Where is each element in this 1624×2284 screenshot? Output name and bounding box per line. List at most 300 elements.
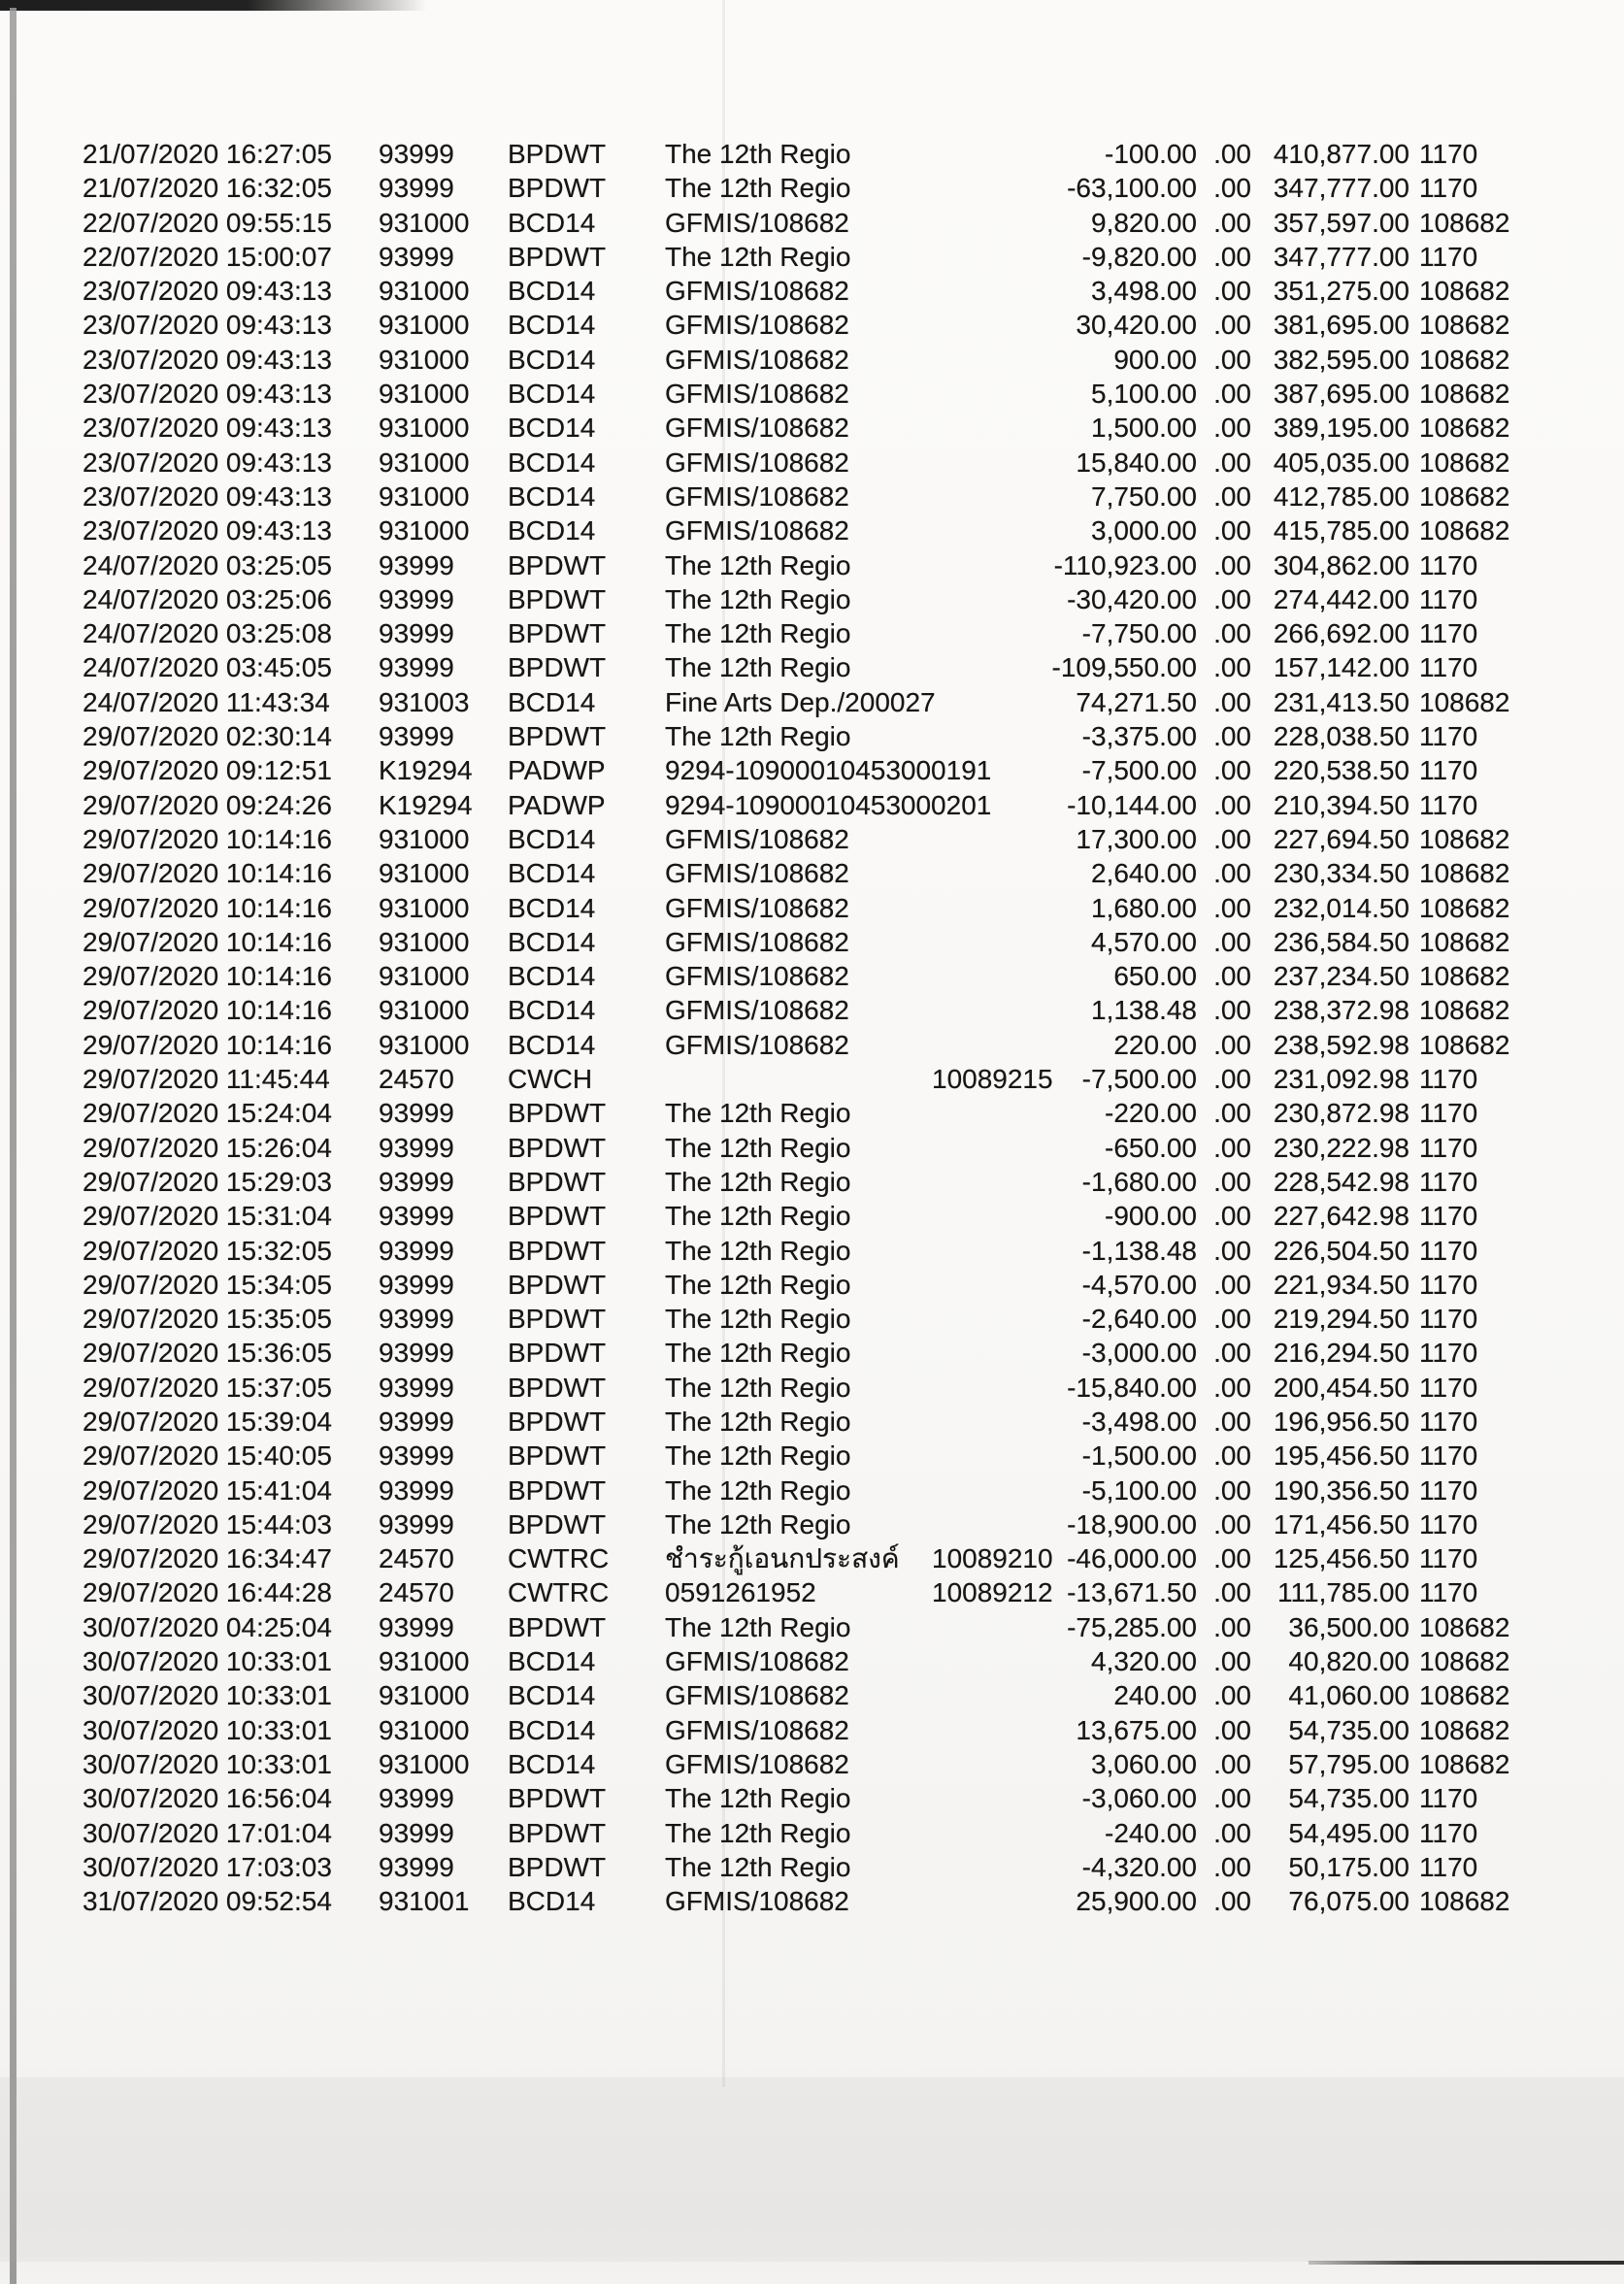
cell-channel-code: 1170 xyxy=(1419,1783,1478,1814)
cell-description: 9294-10900010453000191 xyxy=(665,755,992,786)
table-row xyxy=(0,240,1624,274)
cell-account-code: 931000 xyxy=(379,823,470,854)
cell-account-code: 931000 xyxy=(379,1748,470,1779)
cell-reference-number: 10089210 xyxy=(932,1543,1053,1574)
cell-description: The 12th Regio xyxy=(665,583,851,614)
cell-fee: .00 xyxy=(1213,1372,1251,1403)
cell-fee: .00 xyxy=(1213,789,1251,820)
cell-transaction-type: BCD14 xyxy=(508,344,596,375)
cell-fee: .00 xyxy=(1213,549,1251,580)
cell-amount: -7,750.00 xyxy=(1081,618,1197,649)
cell-channel-code: 1170 xyxy=(1419,139,1478,169)
cell-account-code: 93999 xyxy=(379,1440,454,1472)
cell-transaction-type: BCD14 xyxy=(508,823,596,854)
cell-datetime: 29/07/2020 15:34:05 xyxy=(83,1269,332,1300)
cell-transaction-type: CWCH xyxy=(508,1064,593,1095)
cell-transaction-type: BPDWT xyxy=(508,1851,607,1882)
cell-description: The 12th Regio xyxy=(665,173,851,204)
cell-description: The 12th Regio xyxy=(665,1338,851,1369)
cell-transaction-type: BCD14 xyxy=(508,1680,596,1711)
cell-datetime: 29/07/2020 15:26:04 xyxy=(83,1132,332,1163)
table-row xyxy=(0,1096,1624,1130)
table-row xyxy=(0,1371,1624,1405)
cell-amount: 17,300.00 xyxy=(1076,823,1197,854)
cell-balance: 304,862.00 xyxy=(1273,549,1409,580)
cell-balance: 230,222.98 xyxy=(1273,1132,1409,1163)
cell-datetime: 29/07/2020 15:32:05 xyxy=(83,1235,332,1266)
cell-channel-code: 1170 xyxy=(1419,1817,1478,1848)
cell-balance: 410,877.00 xyxy=(1273,139,1409,169)
cell-channel-code: 1170 xyxy=(1419,721,1478,752)
cell-amount: -7,500.00 xyxy=(1081,1064,1197,1095)
table-row xyxy=(0,616,1624,650)
cell-datetime: 30/07/2020 10:33:01 xyxy=(83,1646,332,1677)
cell-channel-code: 1170 xyxy=(1419,1201,1478,1232)
table-row xyxy=(0,1713,1624,1747)
cell-transaction-type: BCD14 xyxy=(508,995,596,1026)
cell-transaction-type: BCD14 xyxy=(508,379,596,410)
cell-amount: -220.00 xyxy=(1105,1098,1197,1129)
cell-account-code: 93999 xyxy=(379,652,454,683)
cell-description: The 12th Regio xyxy=(665,721,851,752)
transaction-table xyxy=(0,137,1624,1918)
cell-account-code: 93999 xyxy=(379,549,454,580)
cell-datetime: 23/07/2020 09:43:13 xyxy=(83,379,332,410)
cell-description: The 12th Regio xyxy=(665,241,851,272)
cell-channel-code: 108682 xyxy=(1419,1611,1510,1642)
cell-account-code: 931000 xyxy=(379,310,470,341)
cell-amount: 650.00 xyxy=(1113,961,1197,992)
cell-fee: .00 xyxy=(1213,413,1251,444)
cell-description: The 12th Regio xyxy=(665,1817,851,1848)
cell-datetime: 29/07/2020 15:36:05 xyxy=(83,1338,332,1369)
cell-channel-code: 1170 xyxy=(1419,1132,1478,1163)
cell-amount: -3,060.00 xyxy=(1081,1783,1197,1814)
cell-description: GFMIS/108682 xyxy=(665,1886,849,1917)
table-row xyxy=(0,753,1624,787)
cell-transaction-type: BCD14 xyxy=(508,1646,596,1677)
cell-datetime: 24/07/2020 03:25:06 xyxy=(83,583,332,614)
cell-datetime: 24/07/2020 03:25:08 xyxy=(83,618,332,649)
cell-transaction-type: BPDWT xyxy=(508,583,607,614)
cell-channel-code: 108682 xyxy=(1419,1748,1510,1779)
cell-account-code: 93999 xyxy=(379,173,454,204)
table-row xyxy=(0,548,1624,582)
cell-fee: .00 xyxy=(1213,1235,1251,1266)
table-row xyxy=(0,959,1624,993)
cell-amount: -9,820.00 xyxy=(1081,241,1197,272)
cell-transaction-type: BPDWT xyxy=(508,652,607,683)
cell-datetime: 22/07/2020 15:00:07 xyxy=(83,241,332,272)
cell-amount: -75,285.00 xyxy=(1067,1611,1197,1642)
cell-fee: .00 xyxy=(1213,276,1251,307)
cell-datetime: 24/07/2020 03:45:05 xyxy=(83,652,332,683)
table-row xyxy=(0,377,1624,411)
cell-balance: 274,442.00 xyxy=(1273,583,1409,614)
cell-description: 9294-10900010453000201 xyxy=(665,789,992,820)
cell-description: GFMIS/108682 xyxy=(665,276,849,307)
cell-reference-number: 10089215 xyxy=(932,1064,1053,1095)
cell-amount: 1,138.48 xyxy=(1091,995,1197,1026)
cell-account-code: 93999 xyxy=(379,1406,454,1437)
cell-account-code: 24570 xyxy=(379,1543,454,1574)
cell-amount: -46,000.00 xyxy=(1067,1543,1197,1574)
cell-account-code: 931000 xyxy=(379,858,470,889)
table-row xyxy=(0,1816,1624,1850)
cell-transaction-type: BCD14 xyxy=(508,276,596,307)
cell-account-code: 93999 xyxy=(379,1166,454,1197)
cell-channel-code: 1170 xyxy=(1419,1474,1478,1506)
cell-balance: 157,142.00 xyxy=(1273,652,1409,683)
cell-datetime: 29/07/2020 15:24:04 xyxy=(83,1098,332,1129)
cell-datetime: 22/07/2020 09:55:15 xyxy=(83,207,332,238)
cell-balance: 238,372.98 xyxy=(1273,995,1409,1026)
cell-fee: .00 xyxy=(1213,858,1251,889)
table-row xyxy=(0,1575,1624,1609)
cell-fee: .00 xyxy=(1213,1269,1251,1300)
cell-amount: -900.00 xyxy=(1105,1201,1197,1232)
table-row xyxy=(0,1268,1624,1302)
cell-account-code: 931000 xyxy=(379,961,470,992)
cell-datetime: 29/07/2020 10:14:16 xyxy=(83,892,332,923)
cell-account-code: 93999 xyxy=(379,1817,454,1848)
cell-description: GFMIS/108682 xyxy=(665,515,849,546)
cell-datetime: 30/07/2020 17:03:03 xyxy=(83,1851,332,1882)
cell-channel-code: 108682 xyxy=(1419,379,1510,410)
cell-account-code: 93999 xyxy=(379,1098,454,1129)
cell-amount: -3,375.00 xyxy=(1081,721,1197,752)
scan-edge-top-bar xyxy=(0,0,427,11)
table-row xyxy=(0,513,1624,547)
cell-description: The 12th Regio xyxy=(665,1611,851,1642)
cell-transaction-type: CWTRC xyxy=(508,1543,610,1574)
cell-description: GFMIS/108682 xyxy=(665,1646,849,1677)
cell-balance: 227,694.50 xyxy=(1273,823,1409,854)
cell-channel-code: 1170 xyxy=(1419,755,1478,786)
table-row xyxy=(0,925,1624,959)
cell-balance: 236,584.50 xyxy=(1273,926,1409,957)
cell-transaction-type: BPDWT xyxy=(508,1269,607,1300)
cell-description: The 12th Regio xyxy=(665,1440,851,1472)
cell-fee: .00 xyxy=(1213,1577,1251,1608)
cell-balance: 190,356.50 xyxy=(1273,1474,1409,1506)
cell-channel-code: 108682 xyxy=(1419,892,1510,923)
cell-fee: .00 xyxy=(1213,1508,1251,1539)
table-row xyxy=(0,411,1624,445)
cell-description: The 12th Regio xyxy=(665,1406,851,1437)
cell-channel-code: 108682 xyxy=(1419,310,1510,341)
cell-amount: 15,840.00 xyxy=(1076,447,1197,478)
cell-account-code: 93999 xyxy=(379,721,454,752)
table-row xyxy=(0,1610,1624,1644)
table-row xyxy=(0,137,1624,171)
cell-balance: 389,195.00 xyxy=(1273,413,1409,444)
cell-fee: .00 xyxy=(1213,241,1251,272)
cell-fee: .00 xyxy=(1213,1132,1251,1163)
cell-datetime: 23/07/2020 09:43:13 xyxy=(83,276,332,307)
cell-channel-code: 1170 xyxy=(1419,1235,1478,1266)
cell-channel-code: 1170 xyxy=(1419,652,1478,683)
cell-transaction-type: BCD14 xyxy=(508,858,596,889)
table-row xyxy=(0,719,1624,753)
cell-amount: -18,900.00 xyxy=(1067,1508,1197,1539)
table-row xyxy=(0,1405,1624,1439)
cell-description: GFMIS/108682 xyxy=(665,379,849,410)
cell-datetime: 29/07/2020 15:39:04 xyxy=(83,1406,332,1437)
cell-amount: -15,840.00 xyxy=(1067,1372,1197,1403)
cell-balance: 219,294.50 xyxy=(1273,1304,1409,1335)
cell-amount: -63,100.00 xyxy=(1067,173,1197,204)
cell-description: The 12th Regio xyxy=(665,1269,851,1300)
cell-amount: -100.00 xyxy=(1105,139,1197,169)
cell-account-code: 931000 xyxy=(379,926,470,957)
cell-account-code: 931000 xyxy=(379,515,470,546)
cell-amount: -5,100.00 xyxy=(1081,1474,1197,1506)
cell-fee: .00 xyxy=(1213,618,1251,649)
cell-fee: .00 xyxy=(1213,1714,1251,1745)
cell-datetime: 21/07/2020 16:32:05 xyxy=(83,173,332,204)
cell-account-code: 93999 xyxy=(379,241,454,272)
cell-datetime: 23/07/2020 09:43:13 xyxy=(83,480,332,512)
cell-description: The 12th Regio xyxy=(665,1508,851,1539)
cell-account-code: 93999 xyxy=(379,1508,454,1539)
cell-datetime: 30/07/2020 16:56:04 xyxy=(83,1783,332,1814)
cell-description: GFMIS/108682 xyxy=(665,1748,849,1779)
cell-account-code: 93999 xyxy=(379,1338,454,1369)
cell-description: GFMIS/108682 xyxy=(665,207,849,238)
cell-channel-code: 108682 xyxy=(1419,995,1510,1026)
cell-balance: 195,456.50 xyxy=(1273,1440,1409,1472)
table-row xyxy=(0,1781,1624,1815)
cell-balance: 238,592.98 xyxy=(1273,1029,1409,1060)
cell-fee: .00 xyxy=(1213,1851,1251,1882)
cell-description: GFMIS/108682 xyxy=(665,961,849,992)
cell-fee: .00 xyxy=(1213,1064,1251,1095)
cell-amount: -1,138.48 xyxy=(1081,1235,1197,1266)
cell-account-code: 24570 xyxy=(379,1064,454,1095)
cell-description: Fine Arts Dep./200027 xyxy=(665,686,936,717)
cell-amount: 30,420.00 xyxy=(1076,310,1197,341)
cell-account-code: 93999 xyxy=(379,618,454,649)
cell-balance: 54,495.00 xyxy=(1288,1817,1409,1848)
cell-account-code: 93999 xyxy=(379,1201,454,1232)
cell-datetime: 29/07/2020 15:37:05 xyxy=(83,1372,332,1403)
cell-fee: .00 xyxy=(1213,1029,1251,1060)
cell-channel-code: 1170 xyxy=(1419,549,1478,580)
cell-balance: 232,014.50 xyxy=(1273,892,1409,923)
cell-transaction-type: BPDWT xyxy=(508,1817,607,1848)
cell-fee: .00 xyxy=(1213,379,1251,410)
cell-account-code: 931000 xyxy=(379,1029,470,1060)
cell-channel-code: 108682 xyxy=(1419,1714,1510,1745)
cell-channel-code: 1170 xyxy=(1419,1440,1478,1472)
cell-channel-code: 1170 xyxy=(1419,1098,1478,1129)
cell-datetime: 23/07/2020 09:43:13 xyxy=(83,310,332,341)
cell-channel-code: 108682 xyxy=(1419,1886,1510,1917)
cell-account-code: 931000 xyxy=(379,995,470,1026)
cell-fee: .00 xyxy=(1213,1543,1251,1574)
cell-amount: 1,500.00 xyxy=(1091,413,1197,444)
cell-fee: .00 xyxy=(1213,1166,1251,1197)
cell-balance: 347,777.00 xyxy=(1273,173,1409,204)
cell-account-code: 93999 xyxy=(379,1235,454,1266)
cell-description: GFMIS/108682 xyxy=(665,1029,849,1060)
cell-balance: 50,175.00 xyxy=(1288,1851,1409,1882)
cell-description: 0591261952 xyxy=(665,1577,816,1608)
cell-amount: 3,000.00 xyxy=(1091,515,1197,546)
cell-amount: 2,640.00 xyxy=(1091,858,1197,889)
cell-account-code: 931000 xyxy=(379,379,470,410)
cell-channel-code: 108682 xyxy=(1419,686,1510,717)
cell-amount: -650.00 xyxy=(1105,1132,1197,1163)
cell-amount: -1,500.00 xyxy=(1081,1440,1197,1472)
cell-fee: .00 xyxy=(1213,1098,1251,1129)
cell-datetime: 24/07/2020 11:43:34 xyxy=(83,686,330,717)
cell-balance: 57,795.00 xyxy=(1288,1748,1409,1779)
cell-balance: 382,595.00 xyxy=(1273,344,1409,375)
scan-edge-bottom-line xyxy=(1309,2261,1624,2265)
cell-transaction-type: BCD14 xyxy=(508,926,596,957)
cell-amount: -4,570.00 xyxy=(1081,1269,1197,1300)
cell-transaction-type: BCD14 xyxy=(508,515,596,546)
cell-channel-code: 108682 xyxy=(1419,1680,1510,1711)
cell-description: The 12th Regio xyxy=(665,549,851,580)
table-row xyxy=(0,1234,1624,1268)
cell-account-code: 24570 xyxy=(379,1577,454,1608)
cell-description: GFMIS/108682 xyxy=(665,344,849,375)
cell-transaction-type: BPDWT xyxy=(508,1440,607,1472)
cell-datetime: 29/07/2020 09:12:51 xyxy=(83,755,332,786)
table-row xyxy=(0,1439,1624,1473)
cell-account-code: 93999 xyxy=(379,1372,454,1403)
cell-datetime: 29/07/2020 15:40:05 xyxy=(83,1440,332,1472)
table-row xyxy=(0,1062,1624,1096)
cell-channel-code: 108682 xyxy=(1419,515,1510,546)
cell-datetime: 29/07/2020 10:14:16 xyxy=(83,1029,332,1060)
cell-account-code: 93999 xyxy=(379,1304,454,1335)
cell-fee: .00 xyxy=(1213,1817,1251,1848)
cell-account-code: 931001 xyxy=(379,1886,470,1917)
cell-description: The 12th Regio xyxy=(665,1201,851,1232)
cell-account-code: 931000 xyxy=(379,413,470,444)
cell-channel-code: 1170 xyxy=(1419,1064,1478,1095)
cell-balance: 220,538.50 xyxy=(1273,755,1409,786)
cell-fee: .00 xyxy=(1213,1886,1251,1917)
cell-description: The 12th Regio xyxy=(665,139,851,169)
cell-amount: 9,820.00 xyxy=(1091,207,1197,238)
cell-balance: 36,500.00 xyxy=(1288,1611,1409,1642)
cell-amount: 1,680.00 xyxy=(1091,892,1197,923)
cell-fee: .00 xyxy=(1213,926,1251,957)
cell-account-code: K19294 xyxy=(379,789,473,820)
cell-amount: 900.00 xyxy=(1113,344,1197,375)
cell-amount: 74,271.50 xyxy=(1076,686,1197,717)
cell-account-code: 931000 xyxy=(379,1646,470,1677)
cell-amount: -240.00 xyxy=(1105,1817,1197,1848)
cell-channel-code: 1170 xyxy=(1419,1372,1478,1403)
cell-amount: -2,640.00 xyxy=(1081,1304,1197,1335)
cell-account-code: 93999 xyxy=(379,1783,454,1814)
table-row xyxy=(0,788,1624,822)
cell-datetime: 29/07/2020 16:44:28 xyxy=(83,1577,332,1608)
table-row xyxy=(0,343,1624,377)
cell-channel-code: 1170 xyxy=(1419,173,1478,204)
cell-fee: .00 xyxy=(1213,721,1251,752)
cell-transaction-type: CWTRC xyxy=(508,1577,610,1608)
cell-channel-code: 1170 xyxy=(1419,1508,1478,1539)
cell-transaction-type: BPDWT xyxy=(508,173,607,204)
cell-transaction-type: BPDWT xyxy=(508,1508,607,1539)
cell-fee: .00 xyxy=(1213,755,1251,786)
cell-fee: .00 xyxy=(1213,173,1251,204)
cell-account-code: 931000 xyxy=(379,447,470,478)
cell-balance: 226,504.50 xyxy=(1273,1235,1409,1266)
table-row xyxy=(0,822,1624,856)
table-row xyxy=(0,480,1624,513)
cell-transaction-type: BPDWT xyxy=(508,1166,607,1197)
cell-balance: 405,035.00 xyxy=(1273,447,1409,478)
cell-balance: 230,872.98 xyxy=(1273,1098,1409,1129)
cell-channel-code: 108682 xyxy=(1419,858,1510,889)
cell-amount: 4,320.00 xyxy=(1091,1646,1197,1677)
cell-channel-code: 108682 xyxy=(1419,961,1510,992)
cell-datetime: 29/07/2020 15:44:03 xyxy=(83,1508,332,1539)
cell-balance: 357,597.00 xyxy=(1273,207,1409,238)
cell-datetime: 23/07/2020 09:43:13 xyxy=(83,447,332,478)
cell-datetime: 30/07/2020 10:33:01 xyxy=(83,1714,332,1745)
cell-fee: .00 xyxy=(1213,892,1251,923)
cell-account-code: 93999 xyxy=(379,1474,454,1506)
cell-channel-code: 1170 xyxy=(1419,1269,1478,1300)
cell-datetime: 29/07/2020 15:31:04 xyxy=(83,1201,332,1232)
cell-account-code: 931000 xyxy=(379,1680,470,1711)
cell-description: The 12th Regio xyxy=(665,618,851,649)
cell-datetime: 31/07/2020 09:52:54 xyxy=(83,1886,332,1917)
cell-balance: 210,394.50 xyxy=(1273,789,1409,820)
cell-balance: 351,275.00 xyxy=(1273,276,1409,307)
cell-balance: 125,456.50 xyxy=(1273,1543,1409,1574)
cell-datetime: 29/07/2020 09:24:26 xyxy=(83,789,332,820)
cell-amount: 3,498.00 xyxy=(1091,276,1197,307)
cell-datetime: 29/07/2020 02:30:14 xyxy=(83,721,332,752)
cell-datetime: 21/07/2020 16:27:05 xyxy=(83,139,332,169)
cell-transaction-type: BCD14 xyxy=(508,686,596,717)
cell-channel-code: 108682 xyxy=(1419,447,1510,478)
table-row xyxy=(0,1747,1624,1781)
cell-account-code: 93999 xyxy=(379,1269,454,1300)
cell-channel-code: 108682 xyxy=(1419,276,1510,307)
cell-balance: 415,785.00 xyxy=(1273,515,1409,546)
cell-channel-code: 108682 xyxy=(1419,207,1510,238)
cell-datetime: 30/07/2020 04:25:04 xyxy=(83,1611,332,1642)
cell-channel-code: 1170 xyxy=(1419,1543,1478,1574)
cell-datetime: 29/07/2020 10:14:16 xyxy=(83,995,332,1026)
cell-channel-code: 108682 xyxy=(1419,413,1510,444)
cell-transaction-type: BPDWT xyxy=(508,1406,607,1437)
cell-fee: .00 xyxy=(1213,1474,1251,1506)
table-row xyxy=(0,891,1624,925)
cell-balance: 387,695.00 xyxy=(1273,379,1409,410)
cell-fee: .00 xyxy=(1213,480,1251,512)
cell-description: GFMIS/108682 xyxy=(665,892,849,923)
cell-amount: -3,000.00 xyxy=(1081,1338,1197,1369)
cell-balance: 40,820.00 xyxy=(1288,1646,1409,1677)
cell-account-code: 931000 xyxy=(379,276,470,307)
cell-account-code: 931000 xyxy=(379,480,470,512)
cell-amount: 4,570.00 xyxy=(1091,926,1197,957)
table-row xyxy=(0,206,1624,240)
cell-datetime: 23/07/2020 09:43:13 xyxy=(83,515,332,546)
